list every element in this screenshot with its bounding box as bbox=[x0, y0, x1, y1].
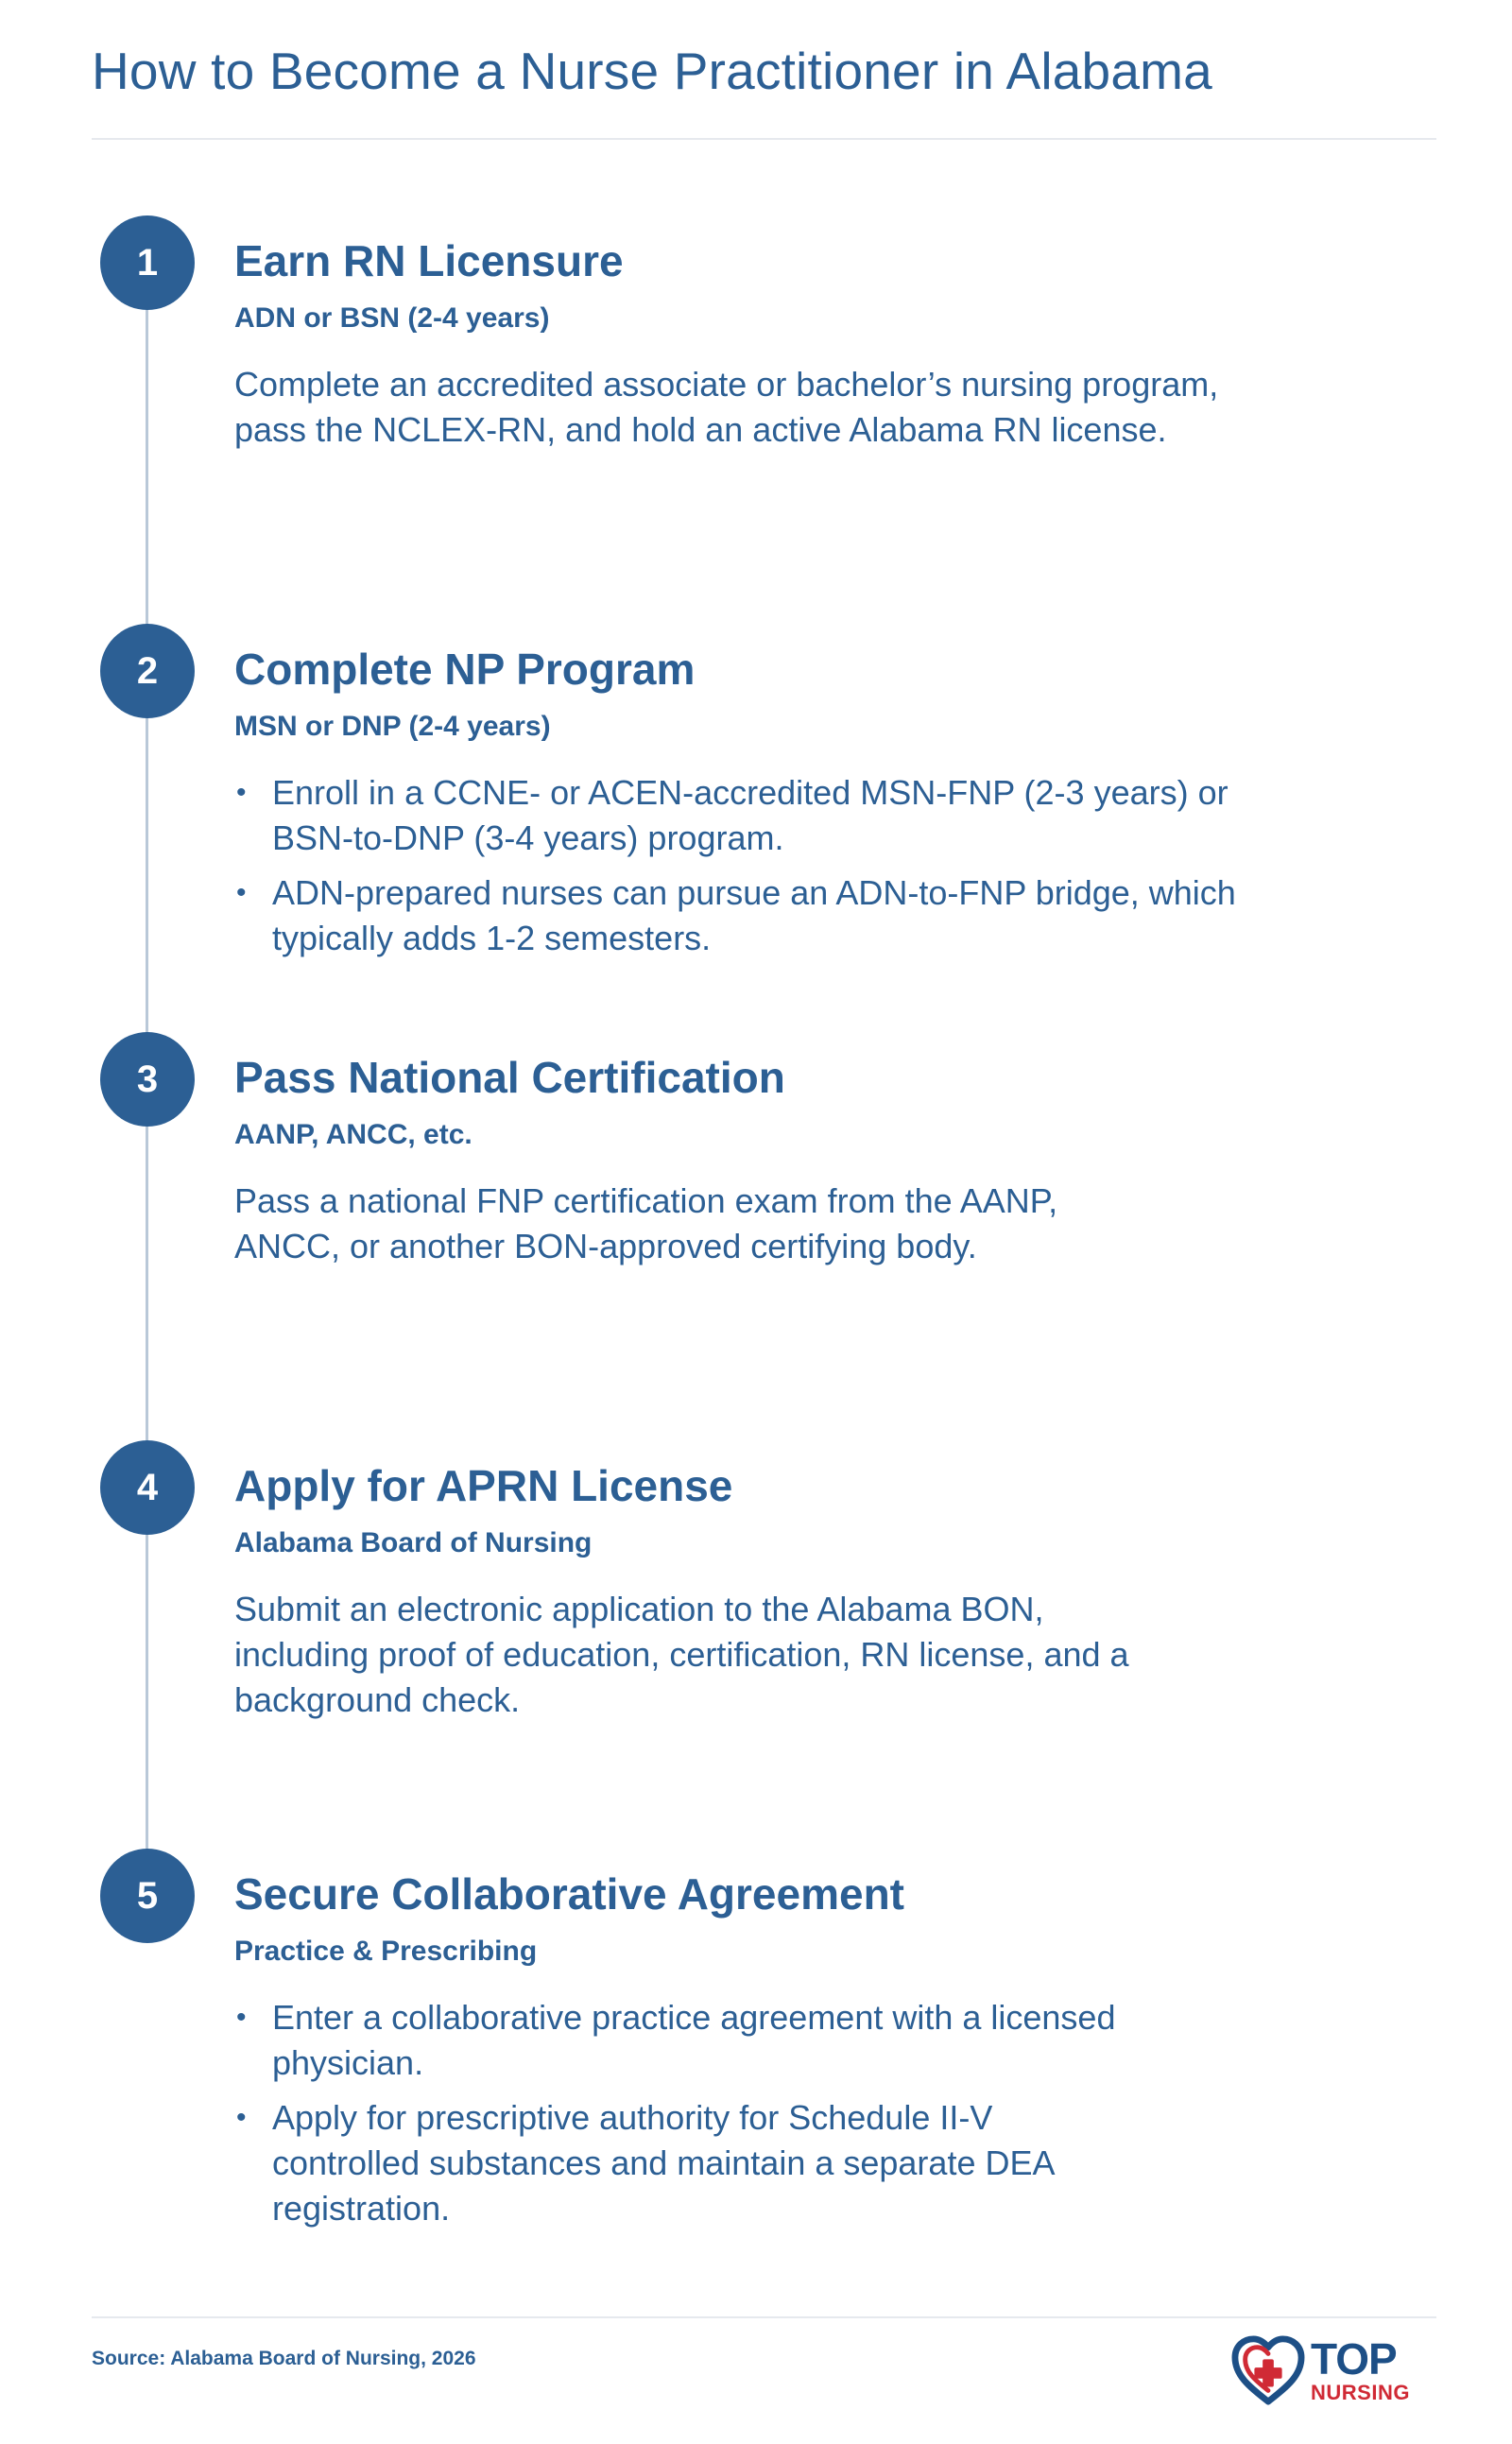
top-nursing-logo bbox=[1231, 2332, 1410, 2408]
page-title: How to Become a Nurse Practitioner in Alabama bbox=[92, 42, 1212, 100]
step-subtitle: Practice & Prescribing bbox=[234, 1935, 538, 1967]
step-number-badge: 1 bbox=[100, 215, 195, 310]
bullet-icon: • bbox=[236, 776, 247, 808]
step-content bbox=[234, 236, 1293, 453]
step-content bbox=[234, 1461, 1293, 1723]
step-content bbox=[234, 1053, 1293, 1269]
step-subtitle: Alabama Board of Nursing bbox=[234, 1526, 593, 1558]
source-note: Source: Alabama Board of Nursing, 2026 bbox=[92, 2348, 476, 2369]
step-title: Apply for APRN License bbox=[234, 1461, 733, 1510]
step-description: Pass a national FNP certification exam from the AANP, ANCC, or another BON-approved certifying body. bbox=[234, 1180, 1058, 1265]
bullet-text: ADN-prepared nurses can pursue an ADN-to-FNP bridge, which typically adds 1-2 semesters. bbox=[272, 872, 1236, 957]
step-bullet-list bbox=[234, 770, 1236, 961]
step-content bbox=[234, 1869, 1293, 2241]
logo-wordmark bbox=[1311, 2334, 1410, 2404]
step-description: Submit an electronic application to the Alabama BON, including proof of education, certification, RN license, and a background check. bbox=[234, 1589, 1129, 1719]
bullet-item bbox=[234, 1995, 1123, 2086]
step-number-badge: 2 bbox=[100, 624, 195, 718]
step-content bbox=[234, 645, 1293, 971]
step-number-badge: 5 bbox=[100, 1849, 195, 1943]
footer-divider bbox=[92, 2316, 1436, 2318]
bullet-item bbox=[234, 870, 1236, 961]
logo-word-nursing: NURSING bbox=[1311, 2381, 1410, 2404]
step-subtitle: AANP, ANCC, etc. bbox=[234, 1118, 472, 1150]
bullet-item bbox=[234, 770, 1236, 861]
heart-cross-icon bbox=[1231, 2335, 1305, 2405]
header-divider bbox=[92, 138, 1436, 140]
step-title: Pass National Certification bbox=[234, 1053, 785, 1102]
bullet-icon: • bbox=[236, 2101, 247, 2133]
step-bullet-list bbox=[234, 1995, 1123, 2231]
step-subtitle: MSN or DNP (2-4 years) bbox=[234, 710, 551, 742]
bullet-icon: • bbox=[236, 2001, 247, 2033]
step-subtitle: ADN or BSN (2-4 years) bbox=[234, 301, 550, 334]
step-number-badge: 3 bbox=[100, 1032, 195, 1127]
bullet-icon: • bbox=[236, 876, 247, 908]
bullet-text: Enter a collaborative practice agreement with a licensed physician. bbox=[272, 1997, 1116, 2082]
logo-word-top: TOP bbox=[1311, 2334, 1397, 2384]
step-title: Earn RN Licensure bbox=[234, 236, 624, 285]
step-description: Complete an accredited associate or bachelor’s nursing program, pass the NCLEX-RN, and hold an active Alabama RN license. bbox=[234, 364, 1219, 449]
step-number-badge: 4 bbox=[100, 1440, 195, 1535]
bullet-item bbox=[234, 2095, 1123, 2231]
step-title: Complete NP Program bbox=[234, 645, 696, 694]
step-title: Secure Collaborative Agreement bbox=[234, 1869, 904, 1919]
bullet-text: Apply for prescriptive authority for Schedule II-V controlled substances and maintain a separate DEA registration. bbox=[272, 2097, 1054, 2228]
bullet-text: Enroll in a CCNE- or ACEN-accredited MSN-FNP (2-3 years) or BSN-to-DNP (3-4 years) program. bbox=[272, 772, 1228, 857]
